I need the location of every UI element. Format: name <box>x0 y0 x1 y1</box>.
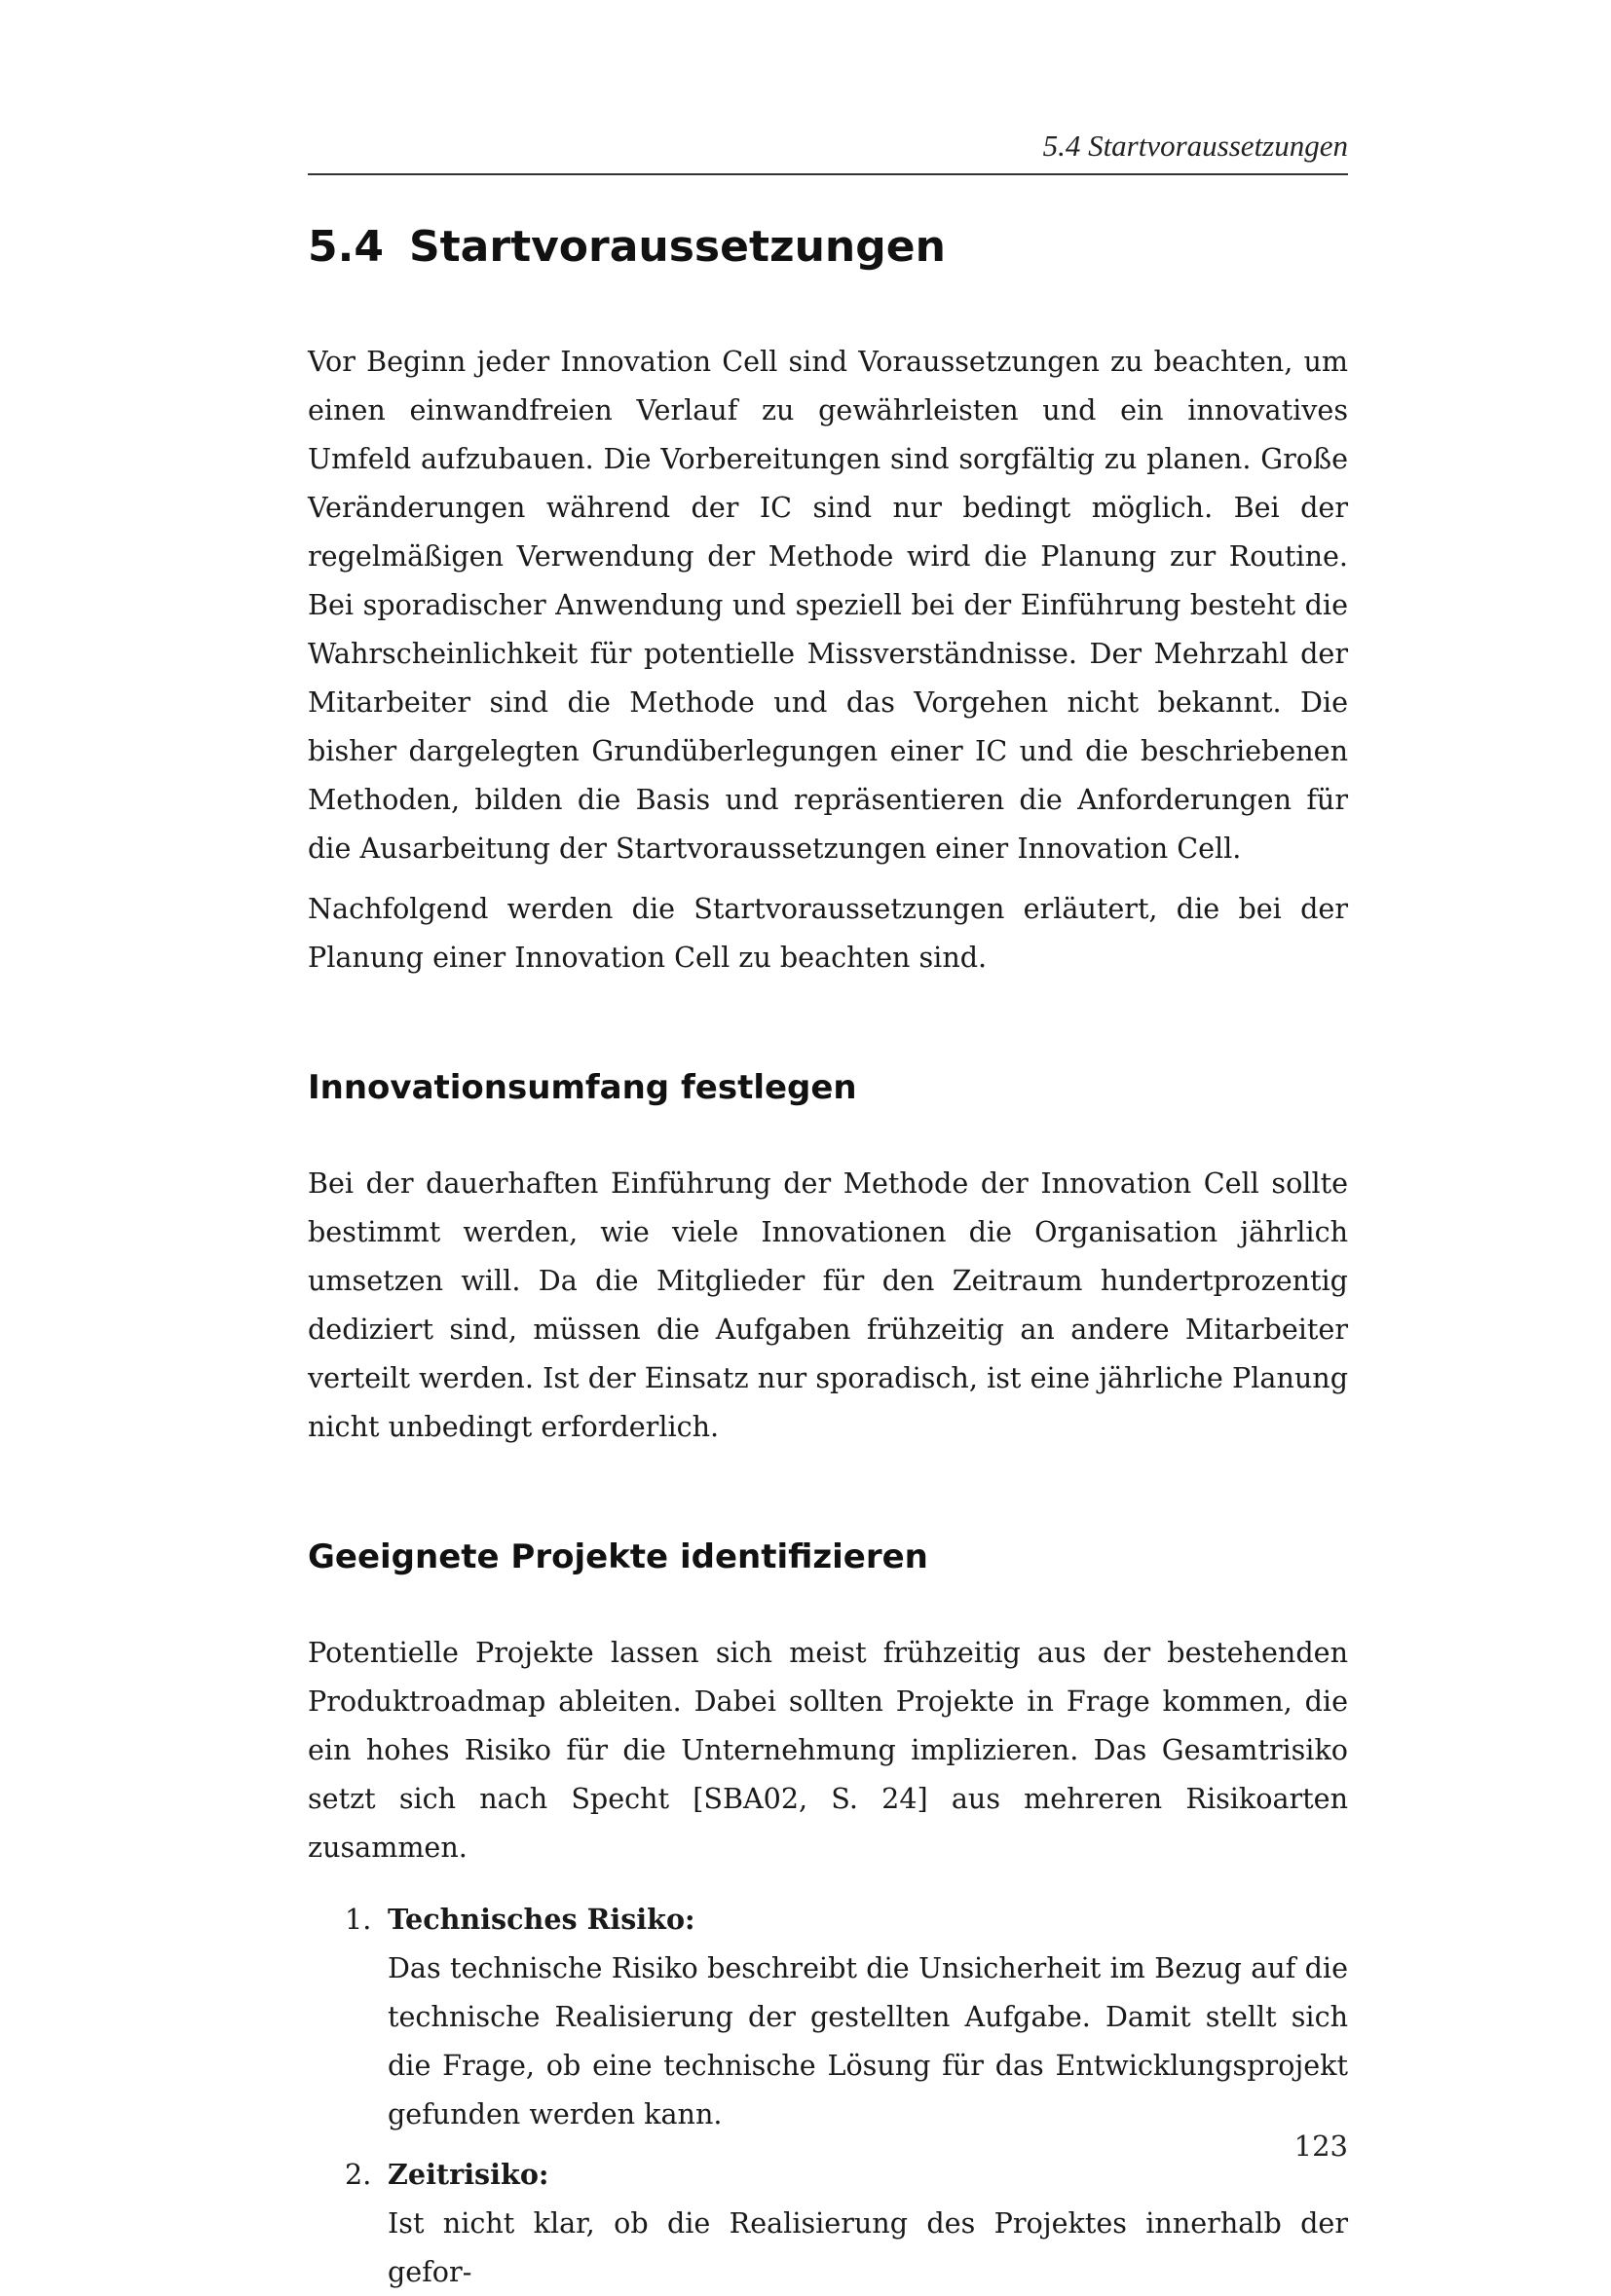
running-header: 5.4 Startvoraussetzungen <box>308 127 1348 175</box>
page-content <box>308 212 1348 2296</box>
page-number: 123 <box>1293 2129 1348 2163</box>
list-item-title: Technisches Risiko: <box>388 1903 695 1936</box>
list-item-title: Zeitrisiko: <box>388 2158 549 2191</box>
subsection-heading-projekte: Geeignete Projekte identifizieren <box>308 1537 928 1576</box>
list-item-text: Ist nicht klar, ob die Realisierung des Projektes innerhalb der gefor- <box>388 2206 1348 2288</box>
intro-followup-paragraph: Nachfolgend werden die Startvoraussetzungen erläutert, die bei der Planung einer Innovation Cell zu beachten sind. <box>308 892 1348 974</box>
intro-paragraph: Vor Beginn jeder Innovation Cell sind Voraussetzungen zu beachten, um einen einwandfreien Verlauf zu gewährleisten und ein innovatives Umfeld aufzubauen. Die Vorbereitungen sind sorgfältig zu planen. Große Veränderungen während der IC sind nur bedingt möglich. Bei der regelmäßigen Verwendung der Methode wird die Planung zur Routine. Bei sporadischer Anwendung und speziell bei der Einführung besteht die Wahrscheinlichkeit für potentielle Missverständnisse. Der Mehrzahl der Mitarbeiter sind die Methode und das Vorgehen nicht bekannt. Die bisher dargelegten Grundüberlegungen einer IC und die beschriebenen Methoden, bilden die Basis und repräsentieren die Anforderungen für die Ausarbeitung der Startvoraussetzungen einer Innovation Cell. <box>308 345 1348 865</box>
risk-list <box>308 1895 1348 2296</box>
projekte-paragraph: Potentielle Projekte lassen sich meist frühzeitig aus der bestehenden Produktroadmap ableiten. Dabei sollten Projekte in Frage kommen, die ein hohes Risiko für die Unternehmung implizieren. Das Gesamtrisiko setzt sich nach Specht [SBA02, S. 24] aus mehreren Risikoarten zusammen. <box>308 1636 1348 1864</box>
innovationsumfang-paragraph: Bei der dauerhaften Einführung der Methode der Innovation Cell sollte bestimmt werden, wie viele Innovationen die Organisation jährlich umsetzen will. Da die Mitglieder für den Zeitraum hundertprozentig dediziert sind, müssen die Aufgaben frühzeitig an andere Mitarbeiter verteilt werden. Ist der Einsatz nur sporadisch, ist eine jährliche Planung nicht unbedingt erforderlich. <box>308 1167 1348 1443</box>
section-title-text: Startvoraussetzungen <box>408 222 946 272</box>
list-item <box>308 1895 1348 2138</box>
section-number: 5.4 <box>308 222 384 272</box>
list-item <box>308 2150 1348 2296</box>
list-item-number: 2. <box>345 2158 372 2191</box>
list-item-text: Das technische Risiko beschreibt die Unsicherheit im Bezug auf die technische Realisierung der gestellten Aufgabe. Damit stellt sich die Frage, ob eine technische Lösung für das Entwicklungsprojekt gefunden werden kann. <box>388 1951 1348 2130</box>
section-title <box>308 212 1348 282</box>
subsection-heading-innovationsumfang: Innovationsumfang festlegen <box>308 1068 857 1107</box>
list-item-number: 1. <box>345 1903 372 1936</box>
